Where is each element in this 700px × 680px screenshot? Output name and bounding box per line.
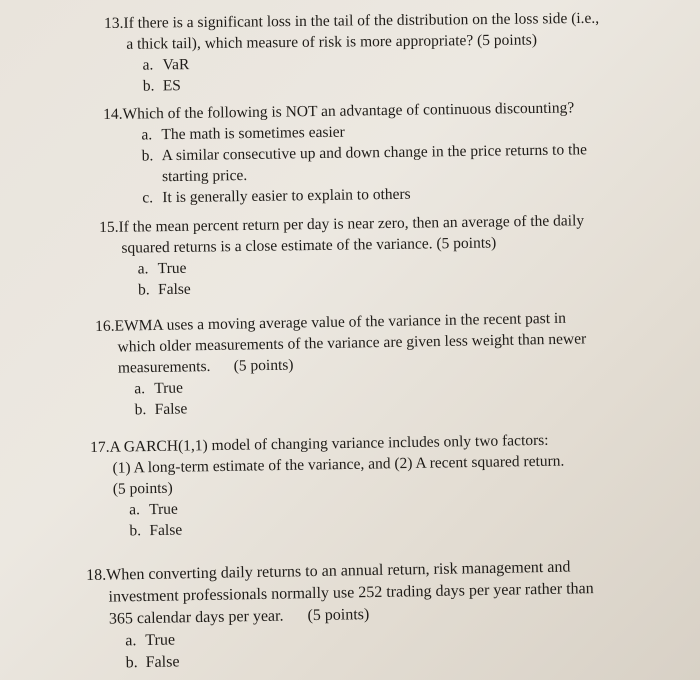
question-15: [99, 210, 585, 301]
option-c: c. It is generally easier to explain to others: [142, 185, 411, 207]
option-b: b. False: [125, 653, 180, 672]
question-17: [90, 430, 566, 542]
question-16: [95, 307, 587, 421]
question-text-line: EWMA uses a moving average value of the variance in the recent past in: [114, 309, 567, 335]
option-b: b. A similar consecutive up and down change in the price returns to the starting price.: [141, 141, 588, 186]
question-text-line: (1) A long-term estimate of the variance, and (2) A recent squared return.: [112, 452, 565, 477]
question-number: 13.: [104, 14, 124, 32]
option-a: a. VaR: [142, 56, 190, 74]
question-text-line: 365 calendar days per year. (5 points): [108, 606, 370, 628]
question-text-line: (5 points): [112, 479, 173, 498]
option-b: b. ES: [142, 77, 181, 95]
question-number: 16.: [95, 317, 115, 335]
option-a: a. True: [129, 500, 178, 519]
option-a: a. True: [137, 259, 187, 278]
option-a: a. The math is sometimes easier: [141, 123, 345, 144]
question-text-line: When converting daily returns to an annual return, risk management and: [106, 558, 571, 584]
option-a: a. True: [134, 379, 184, 398]
option-a: a. True: [125, 631, 176, 650]
question-text-line: If there is a significant loss in the tail of the distribution on the loss side (i.e.,: [123, 9, 600, 32]
question-text-line: If the mean percent return per day is near zero, then an average of the daily: [118, 212, 585, 236]
question-text-line: Which of the following is NOT an advantage of continuous discounting?: [122, 99, 575, 123]
question-13: [104, 8, 600, 97]
option-b: b. False: [129, 521, 183, 540]
question-number: 17.: [90, 438, 110, 456]
question-number: 18.: [86, 566, 107, 584]
question-text-line: investment professionals normally use 252 trading days per year rather than: [108, 580, 594, 606]
question-text-line: A GARCH(1,1) model of changing variance includes only two factors:: [109, 431, 549, 456]
question-text-line: which older measurements of the variance are given less weight than newer: [117, 330, 587, 356]
question-18: [86, 556, 595, 675]
option-b: b. False: [137, 280, 191, 299]
question-text-line: measurements. (5 points): [117, 356, 294, 377]
question-text-line: a thick tail), which measure of risk is more appropriate? (5 points): [126, 31, 538, 53]
question-number: 15.: [99, 218, 119, 236]
question-14: [103, 97, 588, 209]
question-text-line: squared returns is a close estimate of the variance. (5 points): [121, 234, 497, 257]
option-b: b. False: [134, 400, 188, 419]
question-number: 14.: [103, 105, 123, 123]
